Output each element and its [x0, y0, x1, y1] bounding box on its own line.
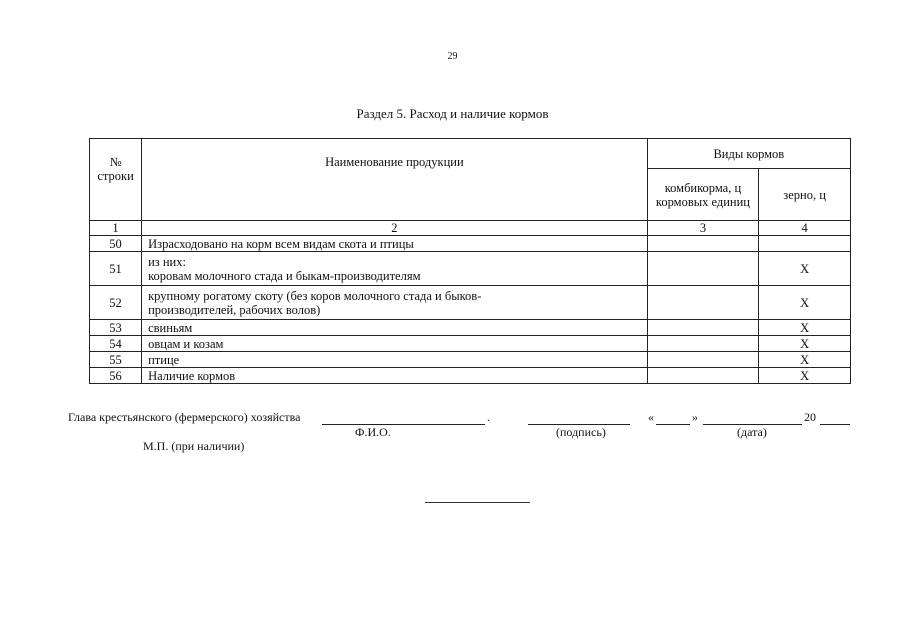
signature-block: Глава крестьянского (фермерского) хозяйства . « » 20 Ф.И.О. (подпись) (дата) М.П. (при наличии) [0, 0, 905, 640]
row-name-line: овцам и козам [148, 336, 224, 351]
row-name-line: крупному рогатому скоту (без коров молочного стада и быков- [148, 288, 482, 303]
column-number: 2 [142, 221, 648, 236]
row-number: 53 [90, 320, 142, 336]
row-name-line: Израсходовано на корм всем видам скота и птицы [148, 236, 414, 251]
head-label: Глава крестьянского (фермерского) хозяйства [68, 410, 301, 424]
row-grain-value: Х [759, 336, 851, 352]
row-grain-value: Х [759, 252, 851, 286]
row-number: 56 [90, 368, 142, 384]
row-number: 55 [90, 352, 142, 368]
row-number: 54 [90, 336, 142, 352]
section-title: Раздел 5. Расход и наличие кормов [356, 106, 549, 121]
row-grain-value: Х [759, 286, 851, 320]
row-name-line: производителей, рабочих волов) [148, 302, 321, 317]
row-grain-value: Х [759, 320, 851, 336]
column-number: 1 [90, 221, 142, 236]
header-feed-types: Виды кормов [647, 139, 850, 169]
header-compound-feed: комбикорма, ц кормовых единиц [647, 169, 759, 221]
date-label: (дата) [737, 425, 767, 439]
date-close-quote: » [692, 410, 698, 424]
row-name-line: коровам молочного стада и быкам-производителям [148, 268, 421, 283]
row-grain-value: Х [759, 352, 851, 368]
fio-field[interactable] [322, 424, 485, 425]
stamp-label: М.П. (при наличии) [143, 439, 245, 453]
page-number: 29 [447, 51, 458, 62]
fio-label: Ф.И.О. [355, 425, 391, 439]
row-number: 50 [90, 236, 142, 252]
date-year-field[interactable] [820, 424, 850, 425]
header-grain: зерно, ц [759, 169, 851, 221]
row-number: 51 [90, 252, 142, 286]
date-open-quote: « [648, 410, 654, 424]
row-number: 52 [90, 286, 142, 320]
row-name-line: из них: [148, 254, 186, 269]
row-name-line: Наличие кормов [148, 368, 236, 383]
header-name: Наименование продукции [142, 139, 648, 221]
date-day-field[interactable] [656, 424, 690, 425]
column-number: 3 [647, 221, 759, 236]
footer-divider [425, 502, 530, 503]
signature-label: (подпись) [556, 425, 606, 439]
header-row-no: № строки [90, 139, 142, 221]
row-name-line: птице [148, 352, 180, 367]
column-number: 4 [759, 221, 851, 236]
year-prefix: 20 [804, 410, 816, 424]
row-grain-value: Х [759, 368, 851, 384]
row-name-line: свиньям [148, 320, 193, 335]
